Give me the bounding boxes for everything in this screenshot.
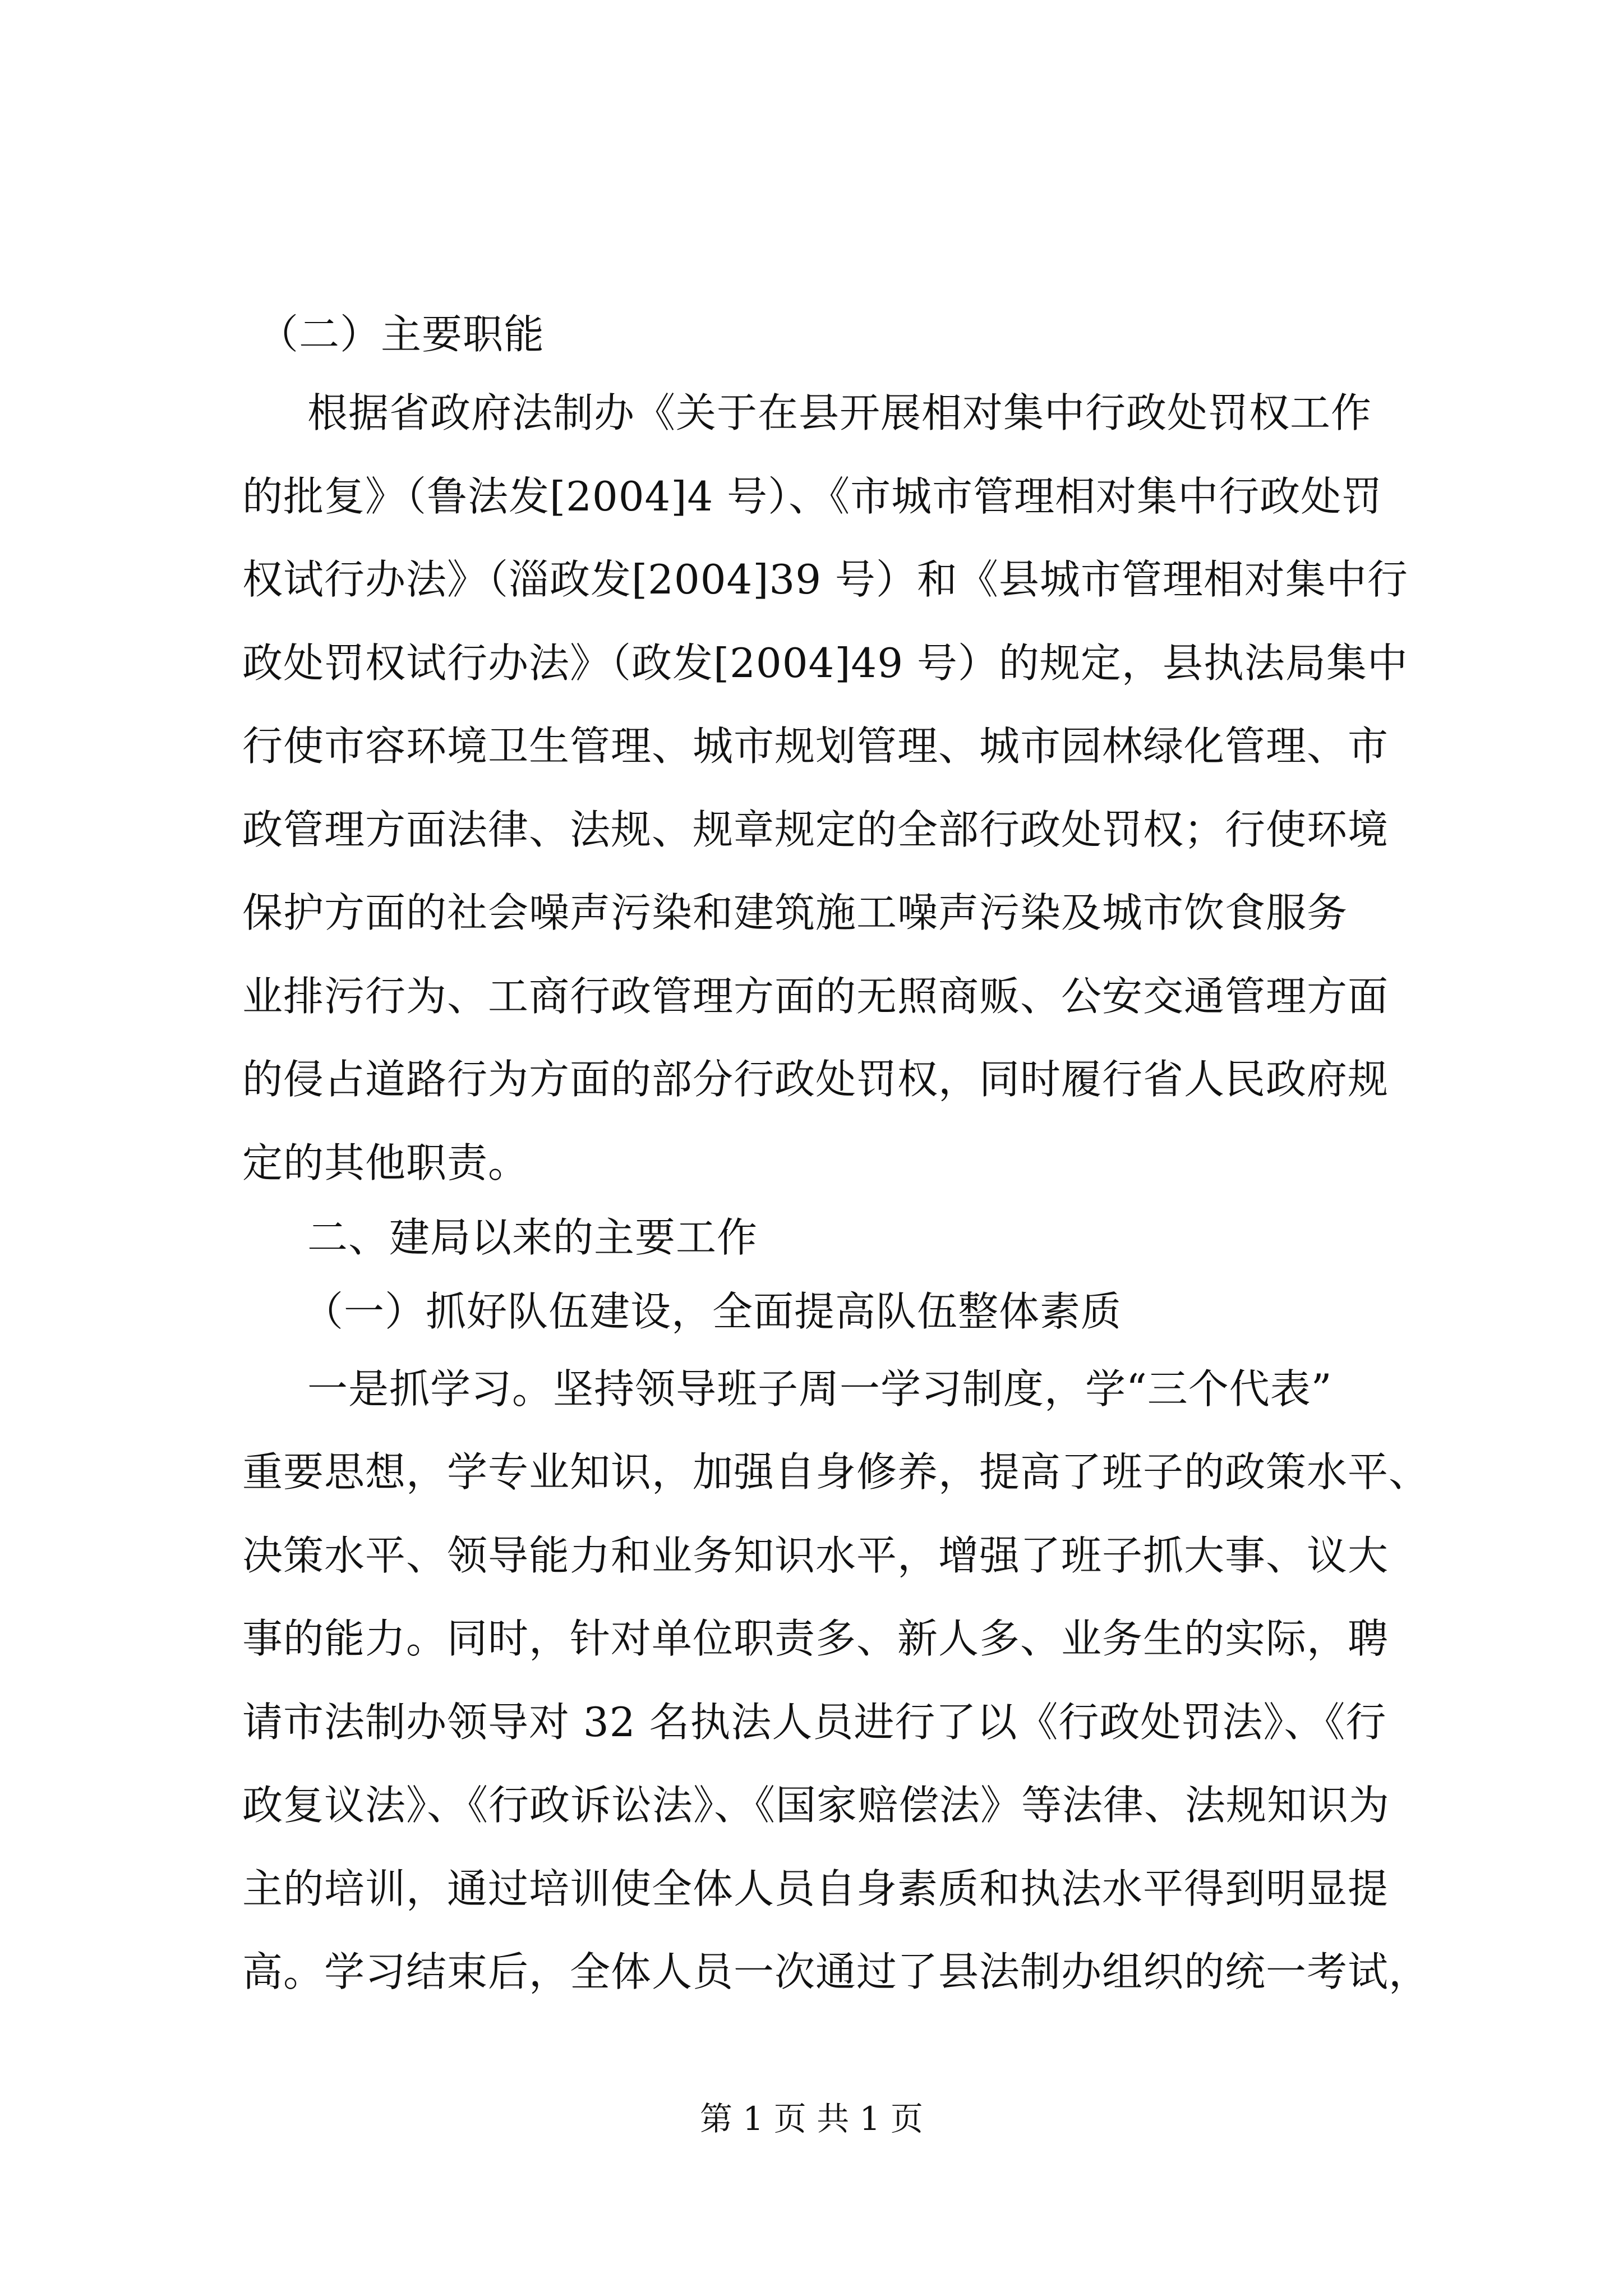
paragraph2-line-2: 重要思想，学专业知识，加强自身修养，提高了班子的政策水平、 <box>242 1448 1430 1496</box>
paragraph1-line-5: 行使市容环境卫生管理、城市规划管理、城市园林绿化管理、市 <box>242 723 1389 770</box>
heading-section-2: 二、建局以来的主要工作 <box>307 1214 758 1261</box>
paragraph2-line-1: 一是抓学习。坚持领导班子周一学习制度，学“三个代表” <box>307 1365 1332 1412</box>
paragraph1-line-6: 政管理方面法律、法规、规章规定的全部行政处罚权；行使环境 <box>242 806 1389 853</box>
paragraph1-line-2: 的批复》（鲁法发[2004]4 号）、《市城市管理相对集中行政处罚 <box>242 473 1383 520</box>
paragraph1-line-3: 权试行办法》（淄政发[2004]39 号）和《县城市管理相对集中行 <box>242 556 1408 603</box>
paragraph1-line-8: 业排污行为、工商行政管理方面的无照商贩、公安交通管理方面 <box>242 973 1389 1020</box>
paragraph2-line-6: 政复议法》、《行政诉讼法》、《国家赔偿法》等法律、法规知识为 <box>242 1782 1390 1829</box>
paragraph2-line-8: 高。学习结束后，全体人员一次通过了县法制办组织的统一考试， <box>242 1948 1430 1995</box>
paragraph1-line-10: 定的其他职责。 <box>242 1139 529 1186</box>
paragraph1-line-7: 保护方面的社会噪声污染和建筑施工噪声污染及城市饮食服务 <box>242 889 1348 936</box>
heading-subsection-1: （一）抓好队伍建设，全面提高队伍整体素质 <box>303 1288 1122 1335</box>
paragraph1-line-1: 根据省政府法制办《关于在县开展相对集中行政处罚权工作 <box>307 389 1372 436</box>
heading-main-functions: （二）主要职能 <box>258 311 545 358</box>
paragraph2-line-5: 请市法制办领导对 32 名执法人员进行了以《行政处罚法》、《行 <box>242 1699 1387 1746</box>
paragraph1-line-9: 的侵占道路行为方面的部分行政处罚权，同时履行省人民政府规 <box>242 1056 1389 1103</box>
paragraph2-line-3: 决策水平、领导能力和业务知识水平，增强了班子抓大事、议大 <box>242 1532 1389 1579</box>
paragraph2-line-4: 事的能力。同时，针对单位职责多、新人多、业务生的实际，聘 <box>242 1615 1389 1662</box>
page-number-footer: 第 1 页 共 1 页 <box>700 2100 923 2138</box>
paragraph1-line-4: 政处罚权试行办法》（政发[2004]49 号）的规定，县执法局集中 <box>242 639 1408 687</box>
paragraph2-line-7: 主的培训，通过培训使全体人员自身素质和执法水平得到明显提 <box>242 1865 1389 1912</box>
